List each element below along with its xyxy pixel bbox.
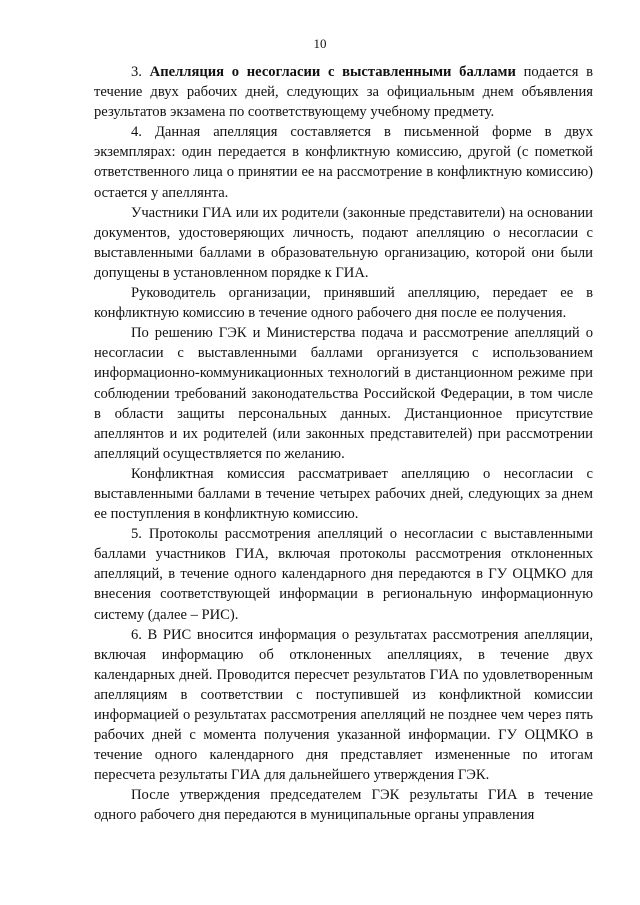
paragraph-number: 3. bbox=[131, 64, 150, 80]
paragraph-remote-appeal: По решению ГЭК и Министерства подача и рассмотрение апелляций о несогласии с выставленными баллами организуется с использованием информационно-коммуникационных технологий в дистанционном режиме при соблюдении требований законодательства Российской Федерации, в том числе в области защиты персональных данных. Дистанционное присутствие апеллянтов и их родителей (или законных представителей) при рассмотрении апелляций осуществляется по желанию. bbox=[94, 325, 593, 462]
paragraph-appeal-deadline bbox=[94, 62, 593, 122]
document-body bbox=[94, 62, 593, 826]
page-number: 10 bbox=[313, 36, 327, 51]
paragraph-head-of-organization: Руководитель организации, принявший апелляцию, передает ее в конфликтную комиссию в течение одного рабочего дня после ее получения. bbox=[94, 285, 593, 322]
paragraph-appeal-copies: 4. Данная апелляция составляется в письменной форме в двух экземплярах: один передается в конфликтную комиссию, другой (с пометкой ответственного лица о принятии ее на рассмотрение в конфликтную комиссию) остается у апеллянта. bbox=[94, 124, 593, 201]
paragraph-participants: Участники ГИА или их родители (законные представители) на основании документов, удостоверяющих личность, подают апелляцию о несогласии с выставленными баллами в образовательную организацию, которой они были допущены в установленном порядке к ГИА. bbox=[94, 204, 593, 281]
paragraph-ris: 6. В РИС вносится информация о результатах рассмотрения апелляции, включая информацию об отклоненных апелляциях, в течение двух календарных дней. Проводится пересчет результатов ГИА по удовлетворенным апелляциям в соответствии с поступившей из конфликтной комиссии информацией о результатах рассмотрения апелляций не позднее чем через пять рабочих дней с момента получения указанной информации. ГУ ОЦМКО в течение одного календарного дня представляет измененные по итогам пересчета результаты ГИА для дальнейшего утверждения ГЭК. bbox=[94, 626, 593, 784]
paragraph-text: подается в течение двух рабочих дней, следующих за официальным днем объявления результатов экзамена по соответствующему учебному предмету. bbox=[94, 64, 594, 121]
bold-heading-appeal: Апелляция о несогласии с выставленными баллами bbox=[149, 64, 516, 80]
paragraph-commission-review: Конфликтная комиссия рассматривает апелляцию о несогласии с выставленными баллами в течение четырех рабочих дней, следующих за днем ее поступления в конфликтную комиссию. bbox=[94, 465, 593, 523]
paragraph-approval: После утверждения председателем ГЭК результаты ГИА в течение одного рабочего дня передаются в муниципальные органы управления bbox=[94, 787, 593, 824]
paragraph-protocols: 5. Протоколы рассмотрения апелляций о несогласии с выставленными баллами участников ГИА, включая протоколы рассмотрения отклоненных апелляций, в течение одного календарного дня передаются в ГУ ОЦМКО для внесения соответствующей информации в региональную информационную систему (далее – РИС). bbox=[94, 526, 593, 623]
